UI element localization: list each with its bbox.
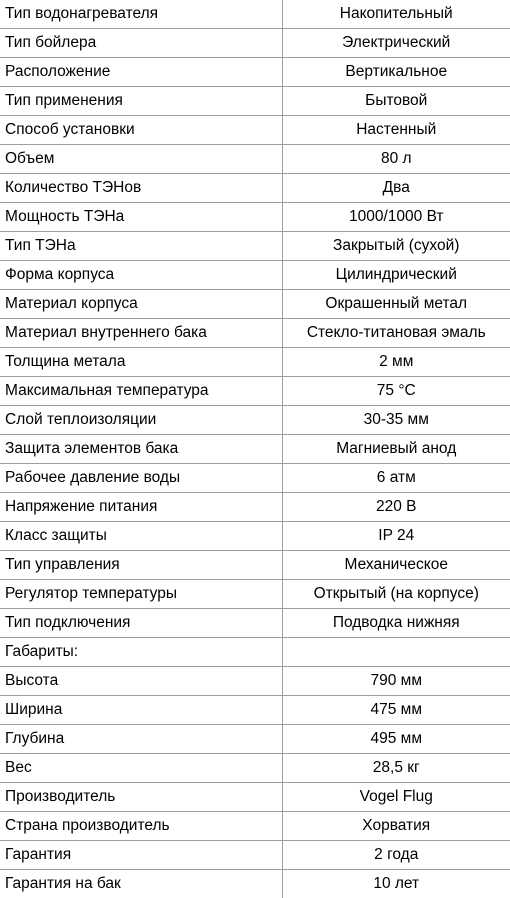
table-row bbox=[0, 580, 510, 609]
table-row bbox=[0, 870, 510, 898]
table-row bbox=[0, 58, 510, 87]
row-label: Мощность ТЭНа bbox=[0, 203, 282, 232]
table-row bbox=[0, 348, 510, 377]
row-value: Механическое bbox=[282, 551, 510, 580]
row-value: Хорватия bbox=[282, 812, 510, 841]
row-label: Защита элементов бака bbox=[0, 435, 282, 464]
row-label: Производитель bbox=[0, 783, 282, 812]
row-value: 10 лет bbox=[282, 870, 510, 898]
row-value: 2 года bbox=[282, 841, 510, 870]
row-label: Ширина bbox=[0, 696, 282, 725]
table-row bbox=[0, 812, 510, 841]
table-row bbox=[0, 493, 510, 522]
row-label: Тип подключения bbox=[0, 609, 282, 638]
row-value: Вертикальное bbox=[282, 58, 510, 87]
row-label: Способ установки bbox=[0, 116, 282, 145]
row-value: 1000/1000 Вт bbox=[282, 203, 510, 232]
row-label: Форма корпуса bbox=[0, 261, 282, 290]
table-row bbox=[0, 377, 510, 406]
table-row bbox=[0, 551, 510, 580]
row-value: Окрашенный метал bbox=[282, 290, 510, 319]
row-value: Vogel Flug bbox=[282, 783, 510, 812]
row-value: 30-35 мм bbox=[282, 406, 510, 435]
table-row bbox=[0, 319, 510, 348]
table-row bbox=[0, 145, 510, 174]
row-value bbox=[282, 638, 510, 667]
row-value: 475 мм bbox=[282, 696, 510, 725]
table-row bbox=[0, 290, 510, 319]
row-value: Открытый (на корпусе) bbox=[282, 580, 510, 609]
row-label: Напряжение питания bbox=[0, 493, 282, 522]
table-row bbox=[0, 783, 510, 812]
table-row bbox=[0, 841, 510, 870]
row-label: Рабочее давление воды bbox=[0, 464, 282, 493]
row-label: Класс защиты bbox=[0, 522, 282, 551]
row-value: 2 мм bbox=[282, 348, 510, 377]
table-row bbox=[0, 667, 510, 696]
row-value: 6 атм bbox=[282, 464, 510, 493]
row-value: Накопительный bbox=[282, 0, 510, 29]
table-row bbox=[0, 522, 510, 551]
row-label: Глубина bbox=[0, 725, 282, 754]
row-label: Гарантия на бак bbox=[0, 870, 282, 898]
table-row bbox=[0, 116, 510, 145]
row-value: Два bbox=[282, 174, 510, 203]
row-value: Цилиндрический bbox=[282, 261, 510, 290]
row-label: Регулятор температуры bbox=[0, 580, 282, 609]
row-label: Толщина метала bbox=[0, 348, 282, 377]
table-row bbox=[0, 232, 510, 261]
table-row bbox=[0, 696, 510, 725]
row-label: Тип управления bbox=[0, 551, 282, 580]
row-label: Количество ТЭНов bbox=[0, 174, 282, 203]
row-value: Стекло-титановая эмаль bbox=[282, 319, 510, 348]
row-value: Настенный bbox=[282, 116, 510, 145]
row-value: 495 мм bbox=[282, 725, 510, 754]
table-row bbox=[0, 203, 510, 232]
row-value: Бытовой bbox=[282, 87, 510, 116]
table-row bbox=[0, 725, 510, 754]
row-label: Тип бойлера bbox=[0, 29, 282, 58]
row-value: 80 л bbox=[282, 145, 510, 174]
table-row bbox=[0, 609, 510, 638]
row-label: Материал корпуса bbox=[0, 290, 282, 319]
table-row bbox=[0, 29, 510, 58]
table-row bbox=[0, 0, 510, 29]
row-label: Материал внутреннего бака bbox=[0, 319, 282, 348]
row-label: Объем bbox=[0, 145, 282, 174]
row-value: 75 °C bbox=[282, 377, 510, 406]
table-row-section bbox=[0, 638, 510, 667]
row-label: Страна производитель bbox=[0, 812, 282, 841]
row-label: Максимальная температура bbox=[0, 377, 282, 406]
section-label: Габариты: bbox=[0, 638, 282, 667]
table-row bbox=[0, 261, 510, 290]
row-value: Подводка нижняя bbox=[282, 609, 510, 638]
row-value: IP 24 bbox=[282, 522, 510, 551]
table-row bbox=[0, 464, 510, 493]
table-row bbox=[0, 406, 510, 435]
row-label: Высота bbox=[0, 667, 282, 696]
row-label: Гарантия bbox=[0, 841, 282, 870]
table-row bbox=[0, 754, 510, 783]
table-row bbox=[0, 87, 510, 116]
row-value: Закрытый (сухой) bbox=[282, 232, 510, 261]
row-label: Тип водонагревателя bbox=[0, 0, 282, 29]
row-label: Тип применения bbox=[0, 87, 282, 116]
row-value: 220 В bbox=[282, 493, 510, 522]
table-row bbox=[0, 435, 510, 464]
row-label: Слой теплоизоляции bbox=[0, 406, 282, 435]
row-value: Магниевый анод bbox=[282, 435, 510, 464]
row-value: Электрический bbox=[282, 29, 510, 58]
row-label: Расположение bbox=[0, 58, 282, 87]
row-value: 28,5 кг bbox=[282, 754, 510, 783]
table-row bbox=[0, 174, 510, 203]
row-label: Тип ТЭНа bbox=[0, 232, 282, 261]
row-value: 790 мм bbox=[282, 667, 510, 696]
row-label: Вес bbox=[0, 754, 282, 783]
